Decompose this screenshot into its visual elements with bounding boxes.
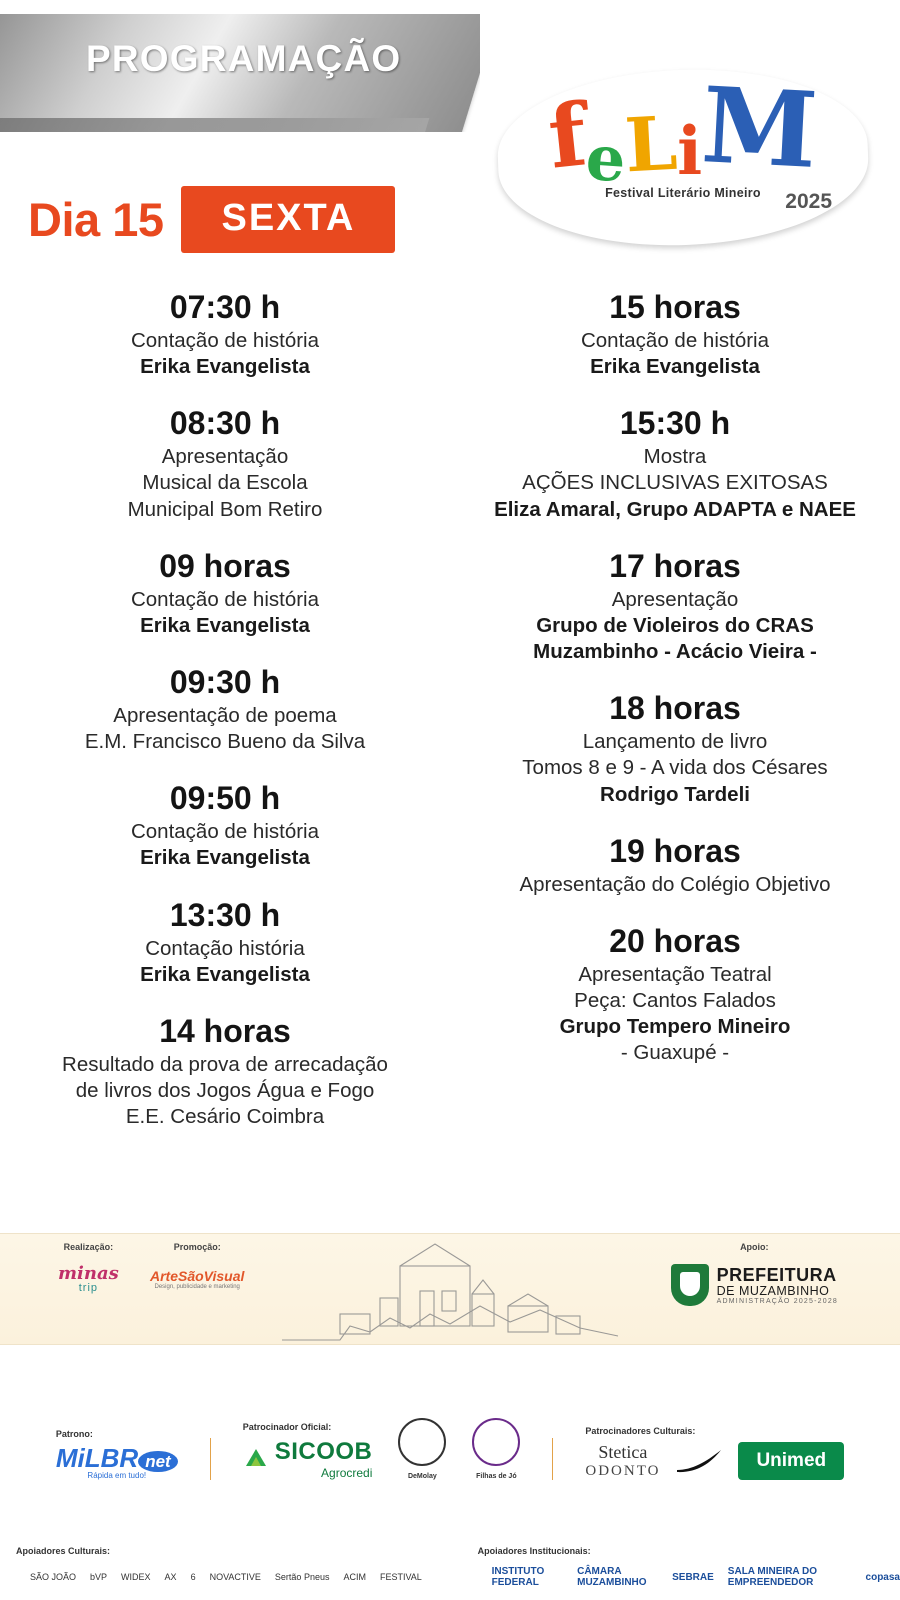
apoiadores-culturais-row <box>16 1562 478 1592</box>
schedule-item <box>22 665 428 755</box>
minas-trip-logo: minas <box>58 1263 119 1284</box>
schedule-description: Apresentação de poema E.M. Francisco Bueno da Silva <box>84 703 366 754</box>
schedule-performer: Erika Evangelista <box>590 355 760 379</box>
schedule-item <box>472 924 878 1067</box>
schedule-performer: Eliza Amaral, Grupo ADAPTA e NAEE <box>494 497 856 521</box>
realizacao-block <box>58 1242 119 1294</box>
schedule-description: Apresentação do Colégio Objetivo <box>519 872 831 896</box>
sponsor-logo: copasa <box>865 1571 900 1583</box>
schedule-description: Contação história <box>145 936 305 960</box>
sponsors-section <box>0 1418 900 1480</box>
ribbon-title: PROGRAMAÇÃO <box>86 38 402 79</box>
apoio-label: Apoio: <box>740 1242 769 1252</box>
schedule-performer: Erika Evangelista <box>140 962 310 986</box>
sponsor-logo: SEBRAE <box>672 1571 714 1583</box>
schedule-time: 09:30 h <box>169 664 281 701</box>
schedule-column-right <box>450 290 900 1157</box>
schedule-time: 07:30 h <box>169 289 281 325</box>
logo-letter-m: M <box>699 63 821 192</box>
milbr-name: MiLBR <box>55 1443 139 1473</box>
bottom-logo-rows <box>0 1546 900 1592</box>
schedule-column-left <box>0 290 450 1157</box>
promocao-label: Promoção: <box>173 1242 221 1252</box>
sponsor-logo: AX <box>164 1572 177 1582</box>
sicoob-icon <box>243 1446 269 1472</box>
logo-letter-e: e <box>583 120 628 197</box>
apoiadores-institucionais-label: Apoiadores Institucionais: <box>477 1546 591 1556</box>
schedule-extra: - Guaxupé - <box>620 1041 730 1065</box>
patrono-block <box>56 1429 178 1480</box>
prefeitura-crest-icon <box>671 1264 709 1306</box>
schedule-item <box>472 549 878 666</box>
apoiadores-institucionais-row <box>478 1562 900 1592</box>
day-label: Dia 15 <box>28 193 164 246</box>
prefeitura-line2: DE MUZAMBINHO <box>716 1283 830 1298</box>
sponsor-logo: FESTIVAL <box>379 1572 422 1582</box>
schedule-item <box>22 781 428 871</box>
logo-letter-l: L <box>622 100 680 190</box>
schedule-performer: Grupo de Violeiros do CRAS Muzambinho - Acácio Vieira - <box>533 613 817 664</box>
demolay-block <box>398 1418 446 1480</box>
schedule-time: 20 horas <box>609 922 741 959</box>
sponsor-logo: SÃO JOÃO <box>30 1572 77 1582</box>
sicoob-sub: Agrocredi <box>321 1466 373 1480</box>
stetica-top: Stetica <box>598 1442 648 1462</box>
footer-band <box>0 1233 900 1345</box>
milbr-net: net <box>138 1451 178 1472</box>
day-pill: SEXTA <box>181 186 395 253</box>
patrocinadores-culturais-block <box>585 1426 844 1480</box>
schedule-performer: Rodrigo Tardeli <box>600 782 750 806</box>
logo-letter-i: i <box>677 112 703 190</box>
skyline-illustration <box>280 1236 620 1344</box>
filhas-de-jo-block <box>472 1418 520 1480</box>
apoiadores-culturais-label: Apoiadores Culturais: <box>16 1546 111 1556</box>
swoosh-icon <box>676 1448 722 1474</box>
stetica-bottom: ODONTO <box>585 1463 661 1479</box>
schedule-time: 17 horas <box>609 547 741 584</box>
schedule-description: Apresentação Musical da Escola Municipal Bom Retiro <box>127 445 323 521</box>
schedule-description: Contação de história <box>130 587 320 611</box>
sicoob-name: SICOOB <box>274 1438 373 1465</box>
sponsor-logo: WIDEX <box>121 1572 151 1582</box>
schedule-description: Contação de história <box>580 328 770 352</box>
schedule-description: Lançamento de livro Tomos 8 e 9 - A vida dos Césares <box>522 730 828 780</box>
sponsor-logo: CÂMARA MUZAMBINHO <box>577 1566 647 1588</box>
minas-trip-sub: trip <box>78 1282 99 1295</box>
schedule-description: Apresentação <box>611 587 739 611</box>
day-row <box>28 186 395 253</box>
patrocinadores-culturais-label: Patrocinadores Culturais: <box>585 1426 696 1436</box>
felim-logo <box>498 63 868 255</box>
prefeitura-logo <box>671 1264 838 1306</box>
schedule-item <box>472 691 878 808</box>
logo-subtitle: Festival Literário Mineiro <box>605 186 761 200</box>
sponsor-logo: SALA MINEIRA DO EMPREENDEDOR <box>727 1566 818 1588</box>
sponsor-logo: NOVACTIVE <box>209 1572 261 1582</box>
patrocinador-oficial-label: Patrocinador Oficial: <box>242 1422 332 1432</box>
ribbon-shadow <box>0 118 429 132</box>
schedule-item <box>22 1014 428 1131</box>
artesaovisual-logo: ArteSãoVisual <box>150 1268 245 1284</box>
sponsor-logo: bVP <box>90 1572 108 1582</box>
apoio-block <box>671 1242 838 1306</box>
schedule-description: Resultado da prova de arrecadação de livros dos Jogos Água e Fogo E.E. Cesário Coimbra <box>62 1052 388 1129</box>
prefeitura-line3: ADMINISTRAÇÃO 2025-2028 <box>716 1297 838 1305</box>
logo-letter-f: f <box>543 84 591 189</box>
schedule-time: 13:30 h <box>169 896 281 933</box>
schedule-item <box>472 406 878 523</box>
sponsor-logo: INSTITUTO FEDERAL <box>491 1566 545 1588</box>
schedule-time: 19 horas <box>609 832 741 869</box>
sponsor-logo: ACIM <box>343 1572 366 1582</box>
schedule-description: Contação de história <box>130 328 320 352</box>
schedule-time: 09 horas <box>159 547 291 584</box>
schedule-performer: Erika Evangelista <box>140 355 310 379</box>
schedule-performer: Erika Evangelista <box>140 846 310 870</box>
schedule-description: Contação de história <box>130 820 320 844</box>
schedule-description: Mostra AÇÕES INCLUSIVAS EXITOSAS <box>522 445 828 495</box>
apoiadores-culturais-block <box>0 1546 478 1592</box>
schedule-time: 14 horas <box>159 1013 291 1050</box>
schedule-item <box>472 834 878 898</box>
promocao-block <box>150 1242 244 1290</box>
apoiadores-institucionais-block <box>478 1546 900 1592</box>
sponsor-divider-1 <box>210 1438 211 1480</box>
schedule-performer: Grupo Tempero Mineiro <box>559 1015 791 1039</box>
schedule-item <box>22 406 428 523</box>
filhas-de-jo-emblem-icon <box>472 1418 520 1466</box>
schedule-item <box>22 290 428 380</box>
schedule-item <box>22 898 428 988</box>
schedule-columns <box>0 290 900 1157</box>
stetica-odonto-logo <box>585 1442 660 1480</box>
logo-year: 2025 <box>785 190 832 213</box>
prefeitura-line1: PREFEITURA <box>716 1264 837 1285</box>
filhas-de-jo-label: Filhas de Jó <box>476 1473 517 1480</box>
patrocinador-oficial-block <box>243 1422 373 1480</box>
schedule-time: 15 horas <box>609 289 741 325</box>
schedule-time: 08:30 h <box>169 405 281 442</box>
sponsors-main-row <box>0 1418 900 1480</box>
patrono-label: Patrono: <box>55 1429 93 1439</box>
artesaovisual-sub: Design, publicidade e marketing <box>154 1284 240 1290</box>
milbr-logo <box>56 1445 178 1471</box>
schedule-time: 15:30 h <box>619 405 731 442</box>
sponsor-logo: 6 <box>190 1572 196 1582</box>
sponsor-logo: Sertão Pneus <box>274 1572 330 1582</box>
demolay-emblem-icon <box>398 1418 446 1466</box>
schedule-item <box>22 549 428 639</box>
schedule-item <box>472 290 878 380</box>
milbr-sub: Rápida em tudo! <box>87 1471 147 1480</box>
schedule-time: 09:50 h <box>169 780 281 817</box>
schedule-performer: Erika Evangelista <box>140 613 310 637</box>
unimed-logo: Unimed <box>738 1442 844 1480</box>
schedule-time: 18 horas <box>609 690 741 727</box>
sponsor-divider-2 <box>552 1438 553 1480</box>
demolay-label: DeMolay <box>407 1473 437 1480</box>
schedule-description: Apresentação Teatral Peça: Cantos Falados <box>574 962 776 1013</box>
realizacao-label: Realização: <box>63 1242 114 1252</box>
